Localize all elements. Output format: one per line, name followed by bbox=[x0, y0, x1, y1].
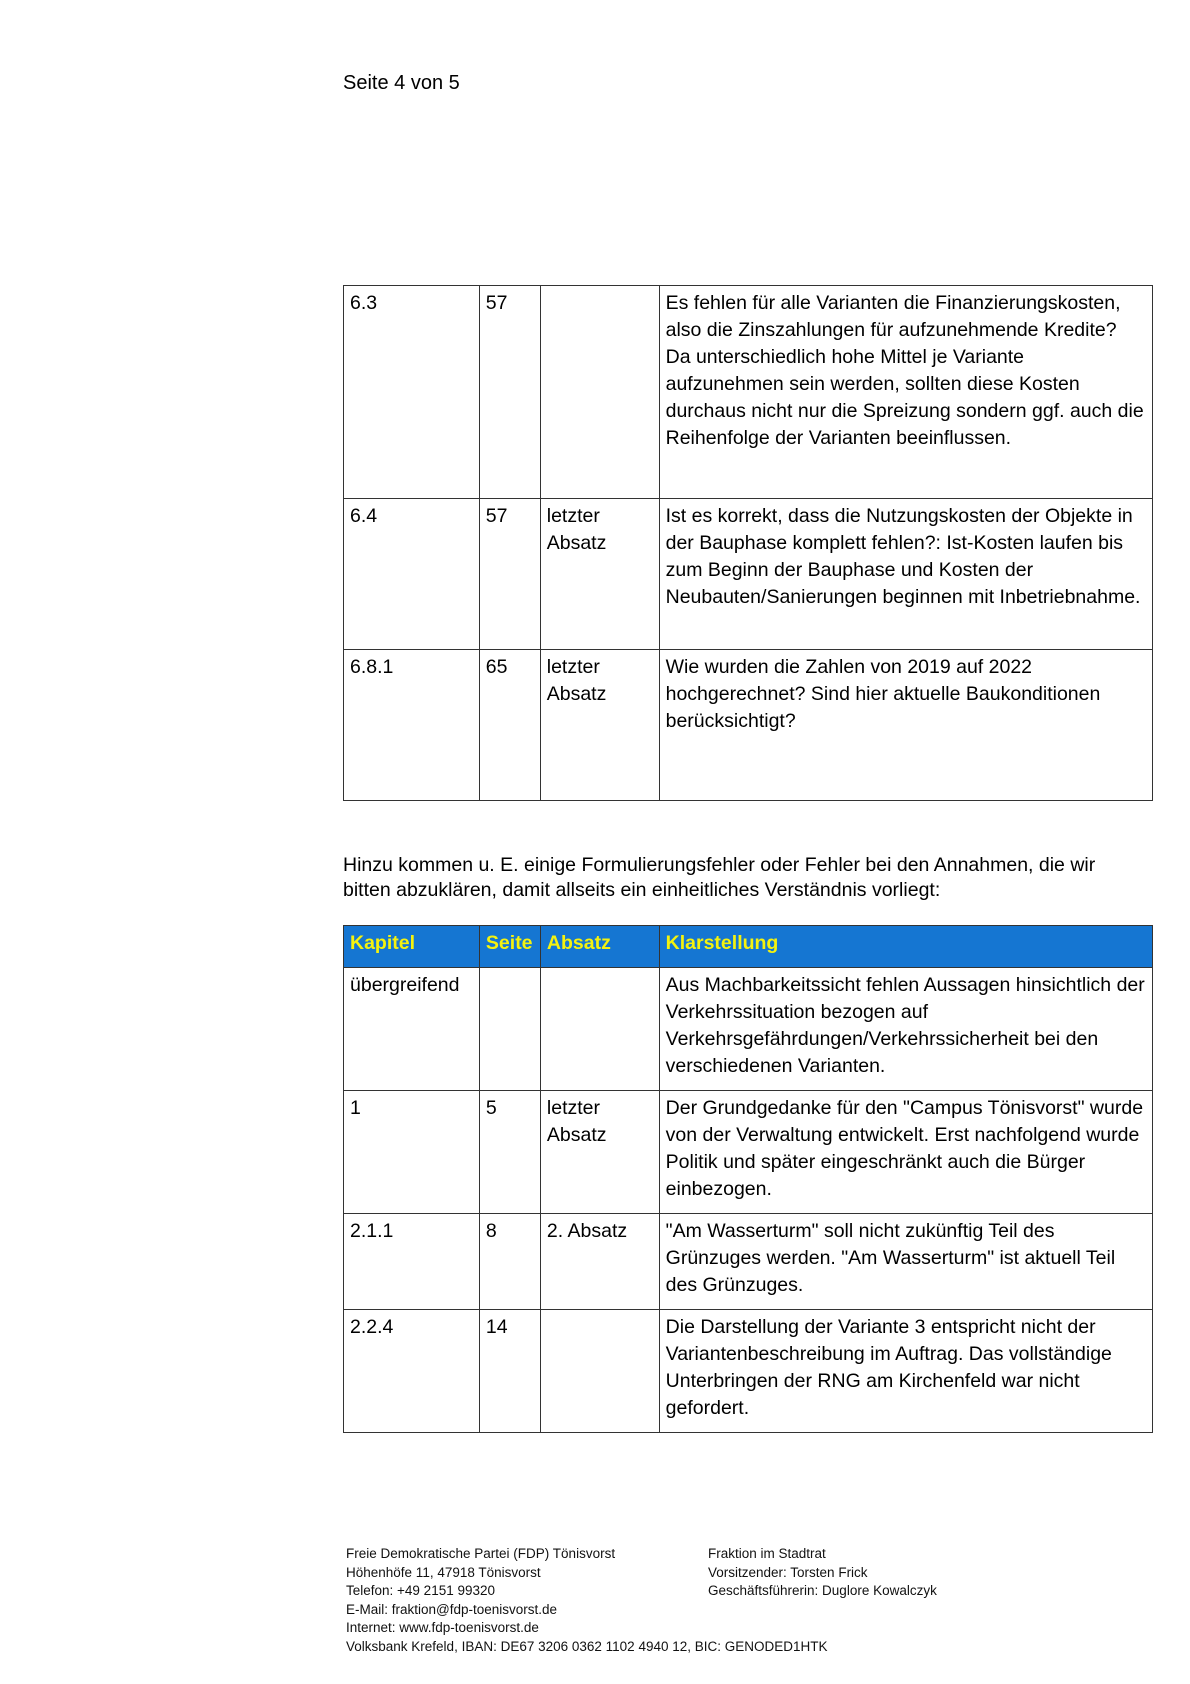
remarks-table-1 bbox=[343, 285, 1153, 801]
table-header-row bbox=[344, 926, 1153, 968]
footer-line: Fraktion im Stadtrat bbox=[708, 1546, 826, 1561]
kapitel-cell: 6.3 bbox=[344, 286, 480, 499]
absatz-cell: letzter Absatz bbox=[540, 650, 659, 801]
seite-cell: 57 bbox=[479, 286, 540, 499]
footer-line: Freie Demokratische Partei (FDP) Tönisvorst bbox=[346, 1546, 616, 1561]
absatz-cell: letzter Absatz bbox=[540, 1091, 659, 1214]
seite-cell: 8 bbox=[479, 1214, 540, 1310]
kapitel-cell: 6.8.1 bbox=[344, 650, 480, 801]
footer-email: E-Mail: fraktion@fdp-toenisvorst.de bbox=[346, 1601, 558, 1617]
text-cell: Wie wurden die Zahlen von 2019 auf 2022 hochgerechnet? Sind hier aktuelle Baukonditionen berücksichtigt? bbox=[659, 650, 1152, 801]
seite-cell: 57 bbox=[479, 499, 540, 650]
kapitel-cell: 2.2.4 bbox=[344, 1310, 480, 1433]
header-kapitel: Kapitel bbox=[344, 926, 480, 968]
footer-line: Höhenhöfe 11, 47918 Tönisvorst bbox=[346, 1564, 541, 1580]
absatz-cell bbox=[540, 286, 659, 499]
kapitel-cell: 6.4 bbox=[344, 499, 480, 650]
footer-line: Geschäftsführerin: Duglore Kowalczyk bbox=[708, 1583, 937, 1598]
footer-faction-info bbox=[708, 1545, 937, 1601]
absatz-cell bbox=[540, 968, 659, 1091]
header-klarstellung: Klarstellung bbox=[659, 926, 1152, 968]
text-cell: Der Grundgedanke für den "Campus Tönisvorst" wurde von der Verwaltung entwickelt. Erst nachfolgend wurde Politik und später eingeschränkt auch die Bürger einbezogen. bbox=[659, 1091, 1152, 1214]
footer-bank: Volksbank Krefeld, IBAN: DE67 3206 0362 1102 4940 12, BIC: GENODED1HTK bbox=[346, 1638, 828, 1654]
table-row bbox=[344, 1214, 1153, 1310]
kapitel-cell: übergreifend bbox=[344, 968, 480, 1091]
absatz-cell: letzter Absatz bbox=[540, 499, 659, 650]
header-seite: Seite bbox=[479, 926, 540, 968]
seite-cell: 14 bbox=[479, 1310, 540, 1433]
table-row bbox=[344, 1310, 1153, 1433]
text-cell: Die Darstellung der Variante 3 entspricht nicht der Variantenbeschreibung im Auftrag. Das vollständige Unterbringen der RNG am Kirchenfeld war nicht gefordert. bbox=[659, 1310, 1152, 1433]
page-number: Seite 4 von 5 bbox=[343, 72, 460, 94]
footer-website: Internet: www.fdp-toenisvorst.de bbox=[346, 1620, 539, 1635]
text-cell: Ist es korrekt, dass die Nutzungskosten der Objekte in der Bauphase komplett fehlen?: Ist-Kosten laufen bis zum Beginn der Bauphase und Kosten der Neubauten/Sanierungen beginnen mit Inbetriebnahme. bbox=[659, 499, 1152, 650]
intro-paragraph: Hinzu kommen u. E. einige Formulierungsfehler oder Fehler bei den Annahmen, die wir bitten abzuklären, damit allseits ein einheitliches Verständnis vorliegt: bbox=[343, 854, 1096, 901]
seite-cell: 5 bbox=[479, 1091, 540, 1214]
footer-line: Telefon: +49 2151 99320 bbox=[346, 1583, 496, 1598]
table-row bbox=[344, 650, 1153, 801]
table-row bbox=[344, 968, 1153, 1091]
seite-cell bbox=[479, 968, 540, 1091]
kapitel-cell: 2.1.1 bbox=[344, 1214, 480, 1310]
header-absatz: Absatz bbox=[540, 926, 659, 968]
footer-line: Vorsitzender: Torsten Frick bbox=[708, 1564, 868, 1580]
text-cell: "Am Wasserturm" soll nicht zukünftig Teil des Grünzuges werden. "Am Wasserturm" ist aktuell Teil des Grünzuges. bbox=[659, 1214, 1152, 1310]
table-row bbox=[344, 286, 1153, 499]
kapitel-cell: 1 bbox=[344, 1091, 480, 1214]
table-row bbox=[344, 1091, 1153, 1214]
absatz-cell bbox=[540, 1310, 659, 1433]
absatz-cell: 2. Absatz bbox=[540, 1214, 659, 1310]
text-cell: Aus Machbarkeitssicht fehlen Aussagen hinsichtlich der Verkehrssituation bezogen auf Verkehrsgefährdungen/Verkehrssicherheit bei den verschiedenen Varianten. bbox=[659, 968, 1152, 1091]
table-row bbox=[344, 499, 1153, 650]
seite-cell: 65 bbox=[479, 650, 540, 801]
text-cell: Es fehlen für alle Varianten die Finanzierungskosten, also die Zinszahlungen für aufzunehmende Kredite? Da unterschiedlich hohe Mittel je Variante aufzunehmen sein werden, sollten diese Kosten durchaus nicht nur die Spreizung sondern ggf. auch die Reihenfolge der Varianten beeinflussen. bbox=[659, 286, 1152, 499]
clarification-table bbox=[343, 925, 1153, 1433]
